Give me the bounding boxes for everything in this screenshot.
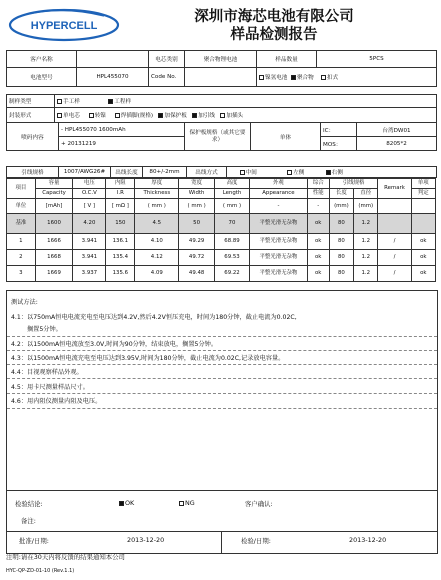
unit-cap: [mAh]	[35, 199, 73, 214]
col-lead-len: 长度	[329, 189, 353, 199]
cell-thick: 4.12	[135, 250, 179, 266]
remark-label: 备注:	[21, 517, 36, 525]
check-date: 2013-12-20	[349, 536, 387, 544]
col-perf: 综合	[307, 179, 329, 189]
cell-remark: /	[378, 266, 411, 282]
methods-title: 测试方法:	[11, 299, 38, 306]
checkbox-right[interactable]	[326, 170, 331, 175]
cell-ir: 136.1	[106, 234, 135, 250]
col-width: 宽度	[179, 179, 214, 189]
make-label: 制样类型	[7, 95, 55, 108]
row-no: 2	[7, 250, 36, 266]
unit-perf: -	[307, 199, 329, 214]
cell-ir: 135.6	[106, 266, 135, 282]
pack-label: 封装形式	[7, 108, 55, 123]
code-label: Code No.	[149, 68, 185, 87]
divider	[7, 408, 437, 409]
divider	[7, 350, 437, 351]
checkbox-leads[interactable]	[192, 113, 197, 118]
cell-remark: /	[378, 250, 411, 266]
cell-lead-len: 80	[329, 234, 353, 250]
checkbox-pcb[interactable]	[158, 113, 163, 118]
doc-code: HYC-QP-ZD-01-10 (Rev.1.1)	[6, 568, 75, 574]
lead-label: 引线规格	[7, 167, 59, 178]
report-page	[4, 2, 436, 577]
col-judge: 单项	[411, 179, 435, 189]
cell-cap: 1668	[35, 250, 73, 266]
checkbox-ng[interactable]	[179, 501, 184, 506]
qty-label: 样品数量	[257, 51, 317, 68]
col-app: 外观	[250, 179, 307, 189]
customer-value	[77, 51, 149, 68]
checkbox-single-cell[interactable]	[57, 113, 62, 118]
cell-judge: ok	[411, 266, 435, 282]
mos-label: MOS：	[321, 137, 357, 151]
leadlen-label: 出线长度	[111, 167, 143, 178]
cell-volt: 3.937	[73, 266, 106, 282]
cell-width: 49.72	[179, 250, 214, 266]
unit-ir: [ mΩ ]	[106, 199, 135, 214]
checkbox-plug[interactable]	[220, 113, 225, 118]
cell-volt: 3.941	[73, 234, 106, 250]
ic-value: 台湾DW01	[357, 123, 437, 137]
pcb-label: 保护板规格（或其它要求）	[185, 123, 251, 151]
mark-line-2: + 20131219	[59, 137, 185, 151]
checkbox-nickel[interactable]	[89, 113, 94, 118]
unit-thick: ( mm )	[135, 199, 179, 214]
method-4-1-cont: 搁置5分钟。	[27, 326, 62, 333]
cell-thick: 4.09	[135, 266, 179, 282]
lead-value: 1007/AWG26#	[59, 167, 111, 178]
dir-options: 中间 左侧 右侧	[227, 167, 437, 178]
cell-width: 49.29	[179, 234, 214, 250]
customer-label: 客户名称	[7, 51, 77, 68]
test-methods	[6, 290, 438, 491]
col-judge-2: 判定	[411, 189, 435, 199]
baseline-lead-len: 80	[329, 214, 353, 234]
method-4-2: 4.2：以1500mA恒电流放至3.0V,时间为90分钟，结束放电，搁置5分钟。	[11, 341, 218, 348]
col-ir-en: I.R	[106, 189, 135, 199]
cell-remark: /	[378, 234, 411, 250]
divider	[7, 336, 437, 337]
col-len-en: Length	[214, 189, 249, 199]
baseline-ir: 150	[106, 214, 135, 234]
pcb-value: 单体	[251, 123, 321, 151]
col-cap: 容量	[35, 179, 73, 189]
mos-value: 8205*2	[357, 137, 437, 151]
divider	[221, 531, 222, 553]
baseline-label: 基准	[7, 214, 36, 234]
cell-lead-len: 80	[329, 266, 353, 282]
col-remark: Remark	[378, 179, 411, 199]
units-label: 单位	[7, 199, 36, 214]
baseline-width: 50	[179, 214, 214, 234]
divider	[7, 393, 437, 394]
report-header	[4, 2, 436, 50]
checkbox-handmade[interactable]	[57, 99, 62, 104]
divider	[7, 378, 437, 379]
info-table	[6, 50, 437, 87]
unit-width: ( mm )	[179, 199, 214, 214]
report-title	[144, 8, 404, 44]
cell-judge: ok	[411, 250, 435, 266]
cell-ir: 135.4	[106, 250, 135, 266]
col-item: 项目	[7, 179, 36, 199]
col-lead: 引线规格	[329, 179, 378, 189]
unit-volt: [ V ]	[73, 199, 106, 214]
col-app-en: Appearance	[250, 189, 307, 199]
col-len: 高度	[214, 179, 249, 189]
cell-width: 49.48	[179, 266, 214, 282]
approve-label: 批准/日期:	[19, 537, 49, 545]
unit-judge	[411, 199, 435, 214]
logo-text: HYPERCELL	[30, 20, 98, 32]
cell-judge: ok	[411, 234, 435, 250]
unit-lead-dia: (mm)	[354, 199, 378, 214]
cell-lead-dia: 1.2	[354, 266, 378, 282]
measurement-table	[6, 178, 436, 282]
col-thick-en: Thickness	[135, 189, 179, 199]
dir-label: 出线方式	[187, 167, 227, 178]
make-type-table	[6, 94, 437, 123]
baseline-app: 平整光滑无杂物	[250, 214, 307, 234]
baseline-cap: 1600	[35, 214, 73, 234]
ic-label: IC：	[321, 123, 357, 137]
baseline-len: 70	[214, 214, 249, 234]
cell-perf: ok	[307, 250, 329, 266]
baseline-perf: ok	[307, 214, 329, 234]
method-4-4: 4.4：目视观察样品外观。	[11, 369, 83, 376]
baseline-thick: 4.5	[135, 214, 179, 234]
cell-lead-len: 80	[329, 250, 353, 266]
cell-volt: 3.941	[73, 250, 106, 266]
col-lead-dia: 直径	[354, 189, 378, 199]
cell-app: 平整光滑无杂物	[250, 234, 307, 250]
col-volt-en: O.C.V	[73, 189, 106, 199]
cell-perf: ok	[307, 266, 329, 282]
qty-value: 5PCS	[317, 51, 437, 68]
checkbox-middle[interactable]	[240, 170, 245, 175]
footer-note: 注明:请在30天内将反馈的结果通知本公司	[6, 553, 125, 561]
company-name: 深圳市海芯电池有限公司	[194, 8, 354, 25]
result-ng: NG	[179, 499, 195, 507]
result-ok: OK	[119, 499, 134, 507]
cell-len: 68.89	[214, 234, 249, 250]
checkbox-ok[interactable]	[119, 501, 124, 506]
cell-len: 69.53	[214, 250, 249, 266]
table-row	[7, 250, 436, 266]
code-value	[185, 68, 257, 87]
cell-len: 69.22	[214, 266, 249, 282]
lead-table	[6, 166, 437, 178]
mark-table	[6, 122, 437, 151]
baseline-judge	[411, 214, 435, 234]
checkbox-nimh[interactable]	[259, 75, 264, 80]
cell-lead-dia: 1.2	[354, 234, 378, 250]
checkbox-engineering[interactable]	[108, 99, 113, 104]
confirm-label: 客户确认:	[245, 500, 273, 508]
cell-app: 平整光滑无杂物	[250, 266, 307, 282]
method-4-5: 4.5：用卡尺测量样品尺寸。	[11, 384, 89, 391]
table-row	[7, 266, 436, 282]
row-no: 3	[7, 266, 36, 282]
report-name: 样品检测报告	[230, 26, 318, 43]
row-no: 1	[7, 234, 36, 250]
unit-lead-len: (mm)	[329, 199, 353, 214]
cell-thick: 4.10	[135, 234, 179, 250]
cell-perf: ok	[307, 234, 329, 250]
model-label: 电池型号	[7, 68, 77, 87]
checkbox-left[interactable]	[287, 170, 292, 175]
method-4-6: 4.6：用内阻仪测量内阻及电压。	[11, 398, 102, 405]
method-4-3: 4.3：以1500mA恒电流充电至电压达到3.95V,时间为180分钟，截止电流为0.02C,记录放电容量。	[11, 355, 285, 362]
mark-label: 喷码内容	[7, 123, 59, 151]
cell-app: 平整光滑无杂物	[250, 250, 307, 266]
cell-lead-dia: 1.2	[354, 250, 378, 266]
unit-remark	[378, 199, 411, 214]
unit-app: -	[250, 199, 307, 214]
model-value: HPL455070	[77, 68, 149, 87]
hypercell-logo	[8, 8, 120, 42]
category-value: 聚合物锂电池	[185, 51, 257, 68]
baseline-remark	[378, 214, 411, 234]
cell-cap: 1669	[35, 266, 73, 282]
col-width-en: Width	[179, 189, 214, 199]
method-4-1: 4.1：以750mA恒电电流充电至电压达到4.2V,然后4.2V恒压充电，时间为180分钟，截止电流为0.02C,	[11, 314, 297, 321]
divider	[7, 531, 437, 532]
make-options: 手工样 工程样	[55, 95, 437, 108]
baseline-volt: 4.20	[73, 214, 106, 234]
pack-options: 单电芯 转镍 焊插脚(规格) 加保护板 加引线 加插头	[55, 108, 437, 123]
divider	[7, 364, 437, 365]
mark-line-1: - HPL455070 1600mAh	[59, 123, 185, 137]
col-thick: 厚度	[135, 179, 179, 189]
check-label: 检验/日期:	[241, 537, 271, 545]
leadlen-value: 80+/-2mm	[143, 167, 187, 178]
table-row	[7, 234, 436, 250]
col-cap-en: Capacity	[35, 189, 73, 199]
checkbox-pins[interactable]	[115, 113, 120, 118]
result-label: 检验结论:	[15, 500, 43, 508]
unit-len: ( mm )	[214, 199, 249, 214]
cell-type-options: 镍氢电池 聚合物 扣式	[257, 68, 437, 87]
col-ir: 内阻	[106, 179, 135, 189]
col-volt: 电压	[73, 179, 106, 189]
cell-cap: 1666	[35, 234, 73, 250]
units-row	[7, 199, 436, 214]
baseline-row	[7, 214, 436, 234]
checkbox-polymer[interactable]	[291, 75, 296, 80]
baseline-lead-dia: 1.2	[354, 214, 378, 234]
approve-date: 2013-12-20	[127, 536, 165, 544]
col-perf-2: 性能	[307, 189, 329, 199]
category-label: 电芯类别	[149, 51, 185, 68]
signoff-section	[6, 490, 438, 554]
checkbox-coin[interactable]	[321, 75, 326, 80]
